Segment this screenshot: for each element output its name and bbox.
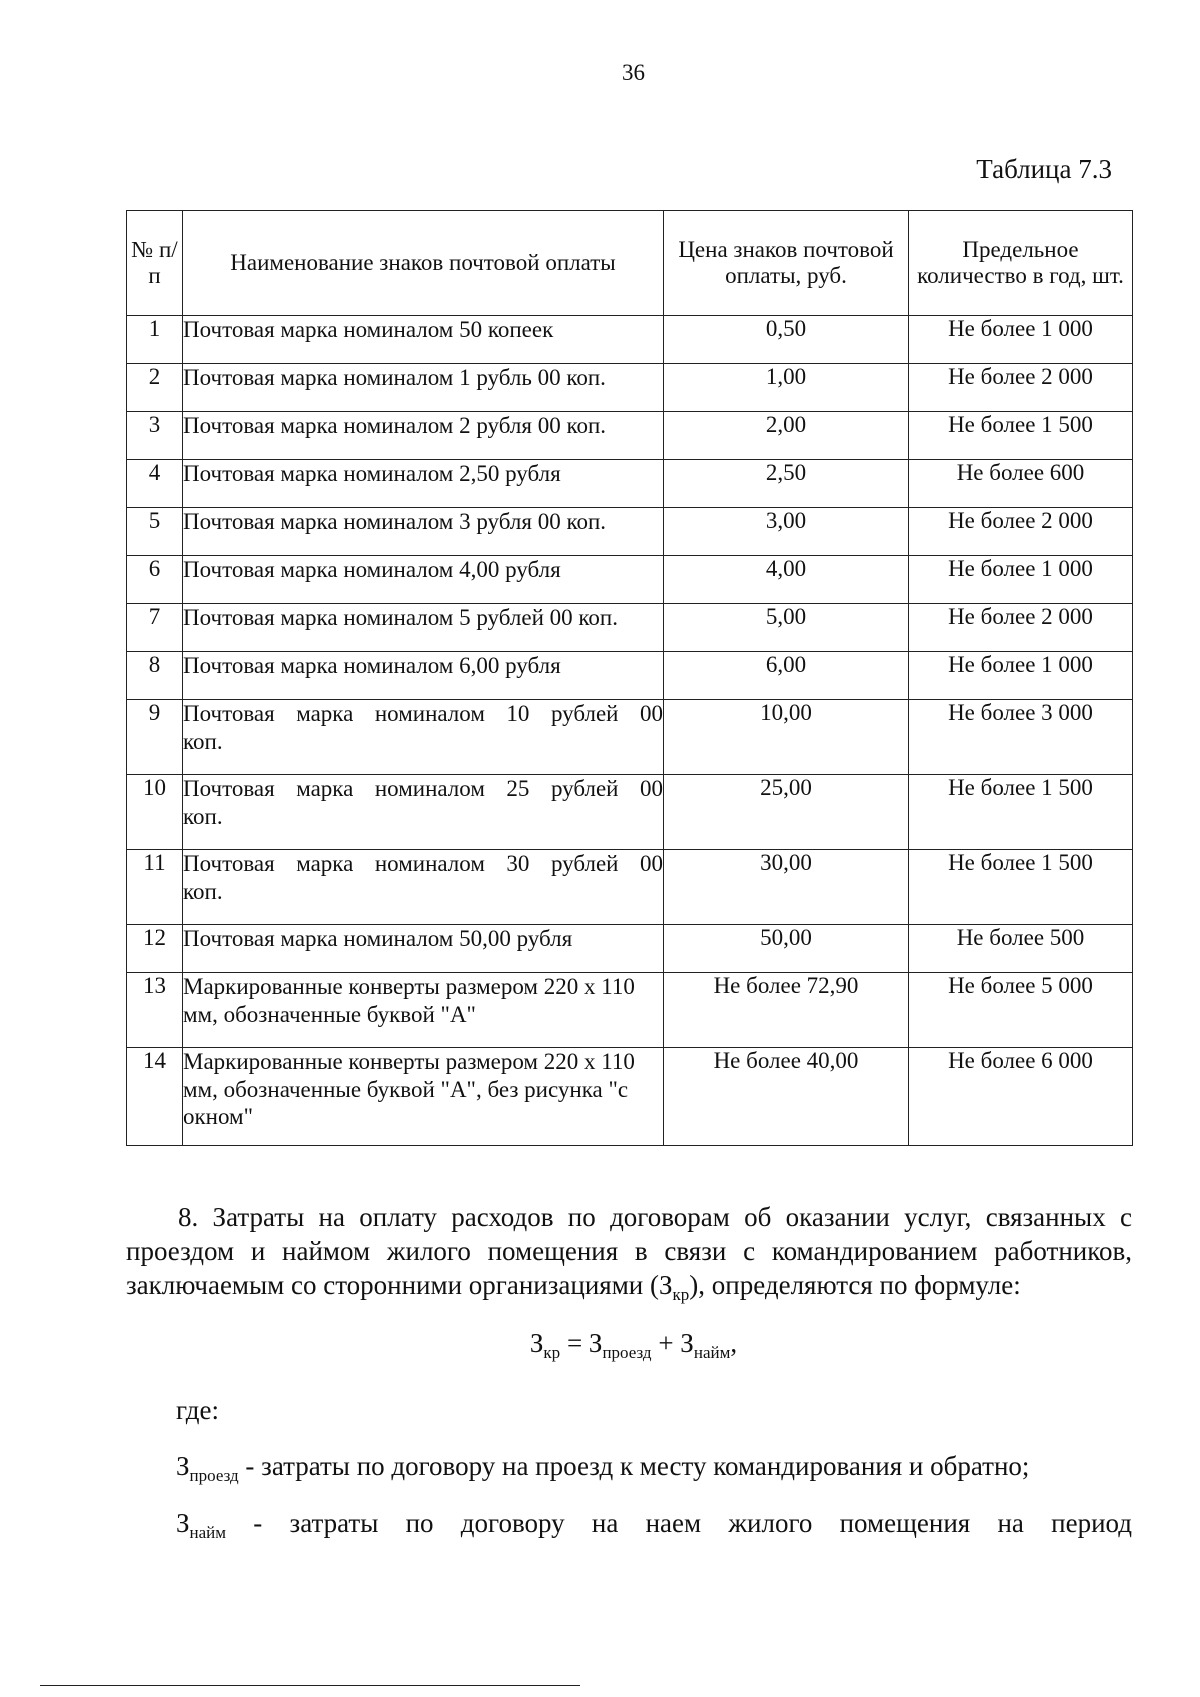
row-price: 30,00	[664, 850, 909, 925]
row-limit: Не более 5 000	[909, 973, 1133, 1048]
row-num: 13	[127, 973, 183, 1048]
row-num: 9	[127, 700, 183, 775]
row-limit: Не более 500	[909, 925, 1133, 973]
row-price: 5,00	[664, 604, 909, 652]
row-name: Почтовая марка номиналом 50,00 рубля	[183, 925, 664, 973]
table-row	[127, 700, 1133, 775]
def1-sub: проезд	[189, 1466, 239, 1485]
row-limit: Не более 1 500	[909, 412, 1133, 460]
table-row	[127, 556, 1133, 604]
table-row	[127, 775, 1133, 850]
row-limit: Не более 2 000	[909, 508, 1133, 556]
row-name: Почтовая марка номиналом 6,00 рубля	[183, 652, 664, 700]
row-limit: Не более 1 000	[909, 652, 1133, 700]
formula-z: З	[529, 1328, 544, 1358]
def1-z: З	[176, 1451, 190, 1481]
row-num: 5	[127, 508, 183, 556]
row-price: 2,50	[664, 460, 909, 508]
def2-z: З	[176, 1508, 190, 1538]
header-limit: Предельное количество в год, шт.	[909, 211, 1133, 316]
p8-text-after: ), определяются по формуле:	[689, 1270, 1021, 1301]
row-name	[183, 700, 664, 775]
row-price: 3,00	[664, 508, 909, 556]
def2-text: - затраты по договору на наем жилого помещения на период	[226, 1508, 1132, 1538]
formula-equals: = З	[560, 1328, 603, 1358]
row-name-line1: Почтовая марка номиналом 10 рублей 00	[183, 701, 663, 726]
table-row	[127, 508, 1133, 556]
formula	[0, 1328, 1200, 1363]
table-row	[127, 412, 1133, 460]
table-row	[127, 460, 1133, 508]
row-num: 1	[127, 316, 183, 364]
row-price: Не более 40,00	[664, 1048, 909, 1146]
where-label: где:	[176, 1395, 219, 1425]
row-num: 6	[127, 556, 183, 604]
row-name: Почтовая марка номиналом 5 рублей 00 коп.	[183, 604, 664, 652]
row-limit: Не более 1 500	[909, 850, 1133, 925]
row-name-line2: коп.	[183, 728, 223, 754]
header-price: Цена знаков почтовой оплаты, руб.	[664, 211, 909, 316]
row-name: Почтовая марка номиналом 1 рубль 00 коп.	[183, 364, 664, 412]
row-num: 14	[127, 1048, 183, 1146]
paragraph-8	[126, 1200, 1132, 1305]
row-name-line1: Почтовая марка номиналом 25 рублей 00	[183, 776, 663, 801]
table-row	[127, 850, 1133, 925]
def1-text: - затраты по договору на проезд к месту командирования и обратно;	[238, 1451, 1030, 1481]
page-number: 36	[622, 60, 645, 85]
row-limit: Не более 1 000	[909, 316, 1133, 364]
row-price: 50,00	[664, 925, 909, 973]
row-num: 11	[127, 850, 183, 925]
table-row	[127, 604, 1133, 652]
p8-text-before: 8. Затраты на оплату расходов по договорам об оказании услуг, связанных с проездом и наймом жилого помещения в связи с командированием работников, заключаемым со сторонними организациями (З	[126, 1202, 1132, 1301]
row-num: 8	[127, 652, 183, 700]
row-num: 10	[127, 775, 183, 850]
table-caption: Таблица 7.3	[976, 154, 1112, 184]
table-row	[127, 316, 1133, 364]
row-price: 0,50	[664, 316, 909, 364]
row-limit: Не более 600	[909, 460, 1133, 508]
header-num: № п/п	[127, 211, 183, 316]
row-price: Не более 72,90	[664, 973, 909, 1048]
row-name-line1: Почтовая марка номиналом 30 рублей 00	[183, 851, 663, 876]
row-name: Маркированные конверты размером 220 x 110 мм, обозначенные буквой "А", без рисунка "с окном"	[183, 1048, 664, 1146]
def2-sub: найм	[189, 1523, 227, 1542]
footer-divider	[40, 1685, 580, 1686]
definition-naim	[176, 1506, 1132, 1543]
row-name: Почтовая марка номиналом 50 копеек	[183, 316, 664, 364]
formula-sub-naim: найм	[693, 1343, 731, 1362]
table-header-row	[127, 211, 1133, 316]
row-num: 2	[127, 364, 183, 412]
row-num: 7	[127, 604, 183, 652]
row-price: 25,00	[664, 775, 909, 850]
row-price: 4,00	[664, 556, 909, 604]
row-name: Почтовая марка номиналом 3 рубля 00 коп.	[183, 508, 664, 556]
p8-subscript: кр	[672, 1285, 690, 1305]
formula-plus: + З	[651, 1328, 694, 1358]
row-limit: Не более 2 000	[909, 364, 1133, 412]
row-name-line2: коп.	[183, 878, 223, 904]
row-price: 10,00	[664, 700, 909, 775]
row-name	[183, 775, 664, 850]
row-price: 2,00	[664, 412, 909, 460]
definition-proezd	[176, 1449, 1132, 1486]
formula-sub-kr: кр	[543, 1343, 561, 1362]
row-num: 3	[127, 412, 183, 460]
row-limit: Не более 3 000	[909, 700, 1133, 775]
row-name: Почтовая марка номиналом 4,00 рубля	[183, 556, 664, 604]
row-name: Маркированные конверты размером 220 x 110 мм, обозначенные буквой "А"	[183, 973, 664, 1048]
table-row	[127, 925, 1133, 973]
formula-end: ,	[730, 1328, 738, 1358]
table-row	[127, 364, 1133, 412]
row-limit: Не более 1 500	[909, 775, 1133, 850]
row-price: 1,00	[664, 364, 909, 412]
row-limit: Не более 6 000	[909, 1048, 1133, 1146]
row-num: 4	[127, 460, 183, 508]
row-name-line2: коп.	[183, 803, 223, 829]
table-row	[127, 973, 1133, 1048]
table-row	[127, 652, 1133, 700]
row-limit: Не более 1 000	[909, 556, 1133, 604]
table-row	[127, 1048, 1133, 1146]
row-name	[183, 850, 664, 925]
row-price: 6,00	[664, 652, 909, 700]
row-num: 12	[127, 925, 183, 973]
header-name: Наименование знаков почтовой оплаты	[183, 211, 664, 316]
formula-sub-proezd: проезд	[602, 1343, 652, 1362]
row-limit: Не более 2 000	[909, 604, 1133, 652]
row-name: Почтовая марка номиналом 2,50 рубля	[183, 460, 664, 508]
row-name: Почтовая марка номиналом 2 рубля 00 коп.	[183, 412, 664, 460]
postage-table	[126, 210, 1133, 1146]
